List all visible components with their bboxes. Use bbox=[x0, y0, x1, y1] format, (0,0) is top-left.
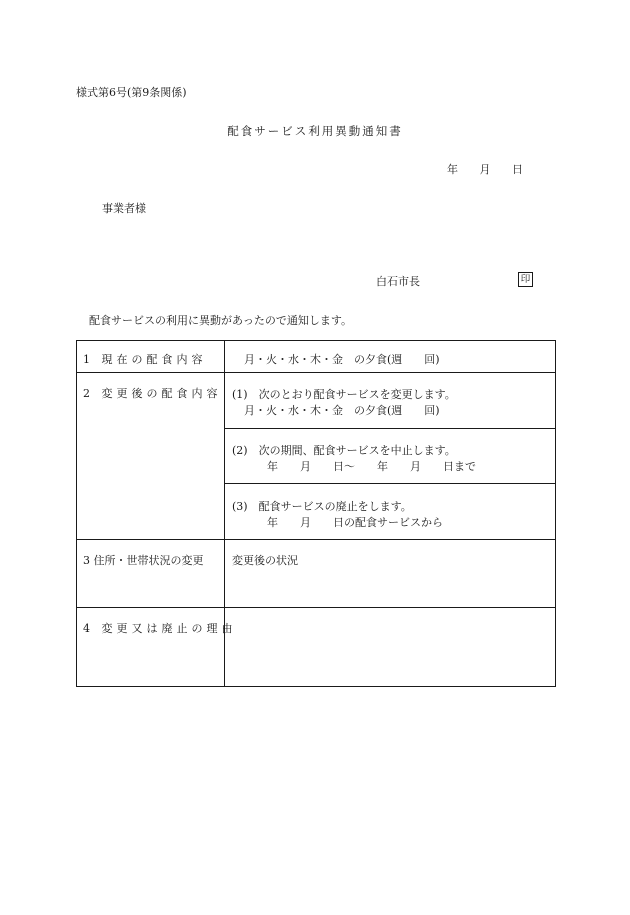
seal-box: 印 bbox=[518, 272, 533, 287]
row-2-option-2-title: (2) 次の期間、配食サービスを中止します。 bbox=[232, 444, 456, 457]
row-2-option-1-title: (1) 次のとおり配食サービスを変更します。 bbox=[232, 388, 456, 401]
row-1-content: 月・火・水・木・金 の夕食(週 回) bbox=[244, 353, 440, 366]
row-4-label: 4 変更又は廃止の理由 bbox=[83, 622, 237, 635]
form-number: 様式第6号(第9条関係) bbox=[76, 86, 187, 99]
row-2-option-1-detail: 月・火・水・木・金 の夕食(週 回) bbox=[244, 404, 440, 417]
row-1-label: 1 現在の配食内容 bbox=[83, 353, 207, 366]
issuer-name: 白石市長 bbox=[376, 275, 420, 288]
row-divider bbox=[77, 539, 555, 540]
sub-row-divider bbox=[224, 428, 555, 429]
row-divider bbox=[77, 607, 555, 608]
addressee: 事業者様 bbox=[102, 202, 146, 215]
document-title: 配食サービス利用異動通知書 bbox=[227, 124, 403, 138]
row-divider bbox=[77, 372, 555, 373]
row-2-option-3-title: (3) 配食サービスの廃止をします。 bbox=[232, 500, 412, 513]
notification-table bbox=[76, 340, 556, 687]
date-line: 年 月 日 bbox=[447, 163, 523, 176]
row-2-option-3-detail: 年 月 日の配食サービスから bbox=[267, 516, 443, 529]
intro-text: 配食サービスの利用に異動があったので通知します。 bbox=[89, 314, 353, 327]
row-3-content: 変更後の状況 bbox=[232, 554, 298, 567]
row-2-label: 2 変更後の配食内容 bbox=[83, 387, 222, 400]
sub-row-divider bbox=[224, 483, 555, 484]
row-2-option-2-detail: 年 月 日～ 年 月 日まで bbox=[267, 460, 476, 473]
row-3-label: 3 住所・世帯状況の変更 bbox=[83, 554, 204, 567]
